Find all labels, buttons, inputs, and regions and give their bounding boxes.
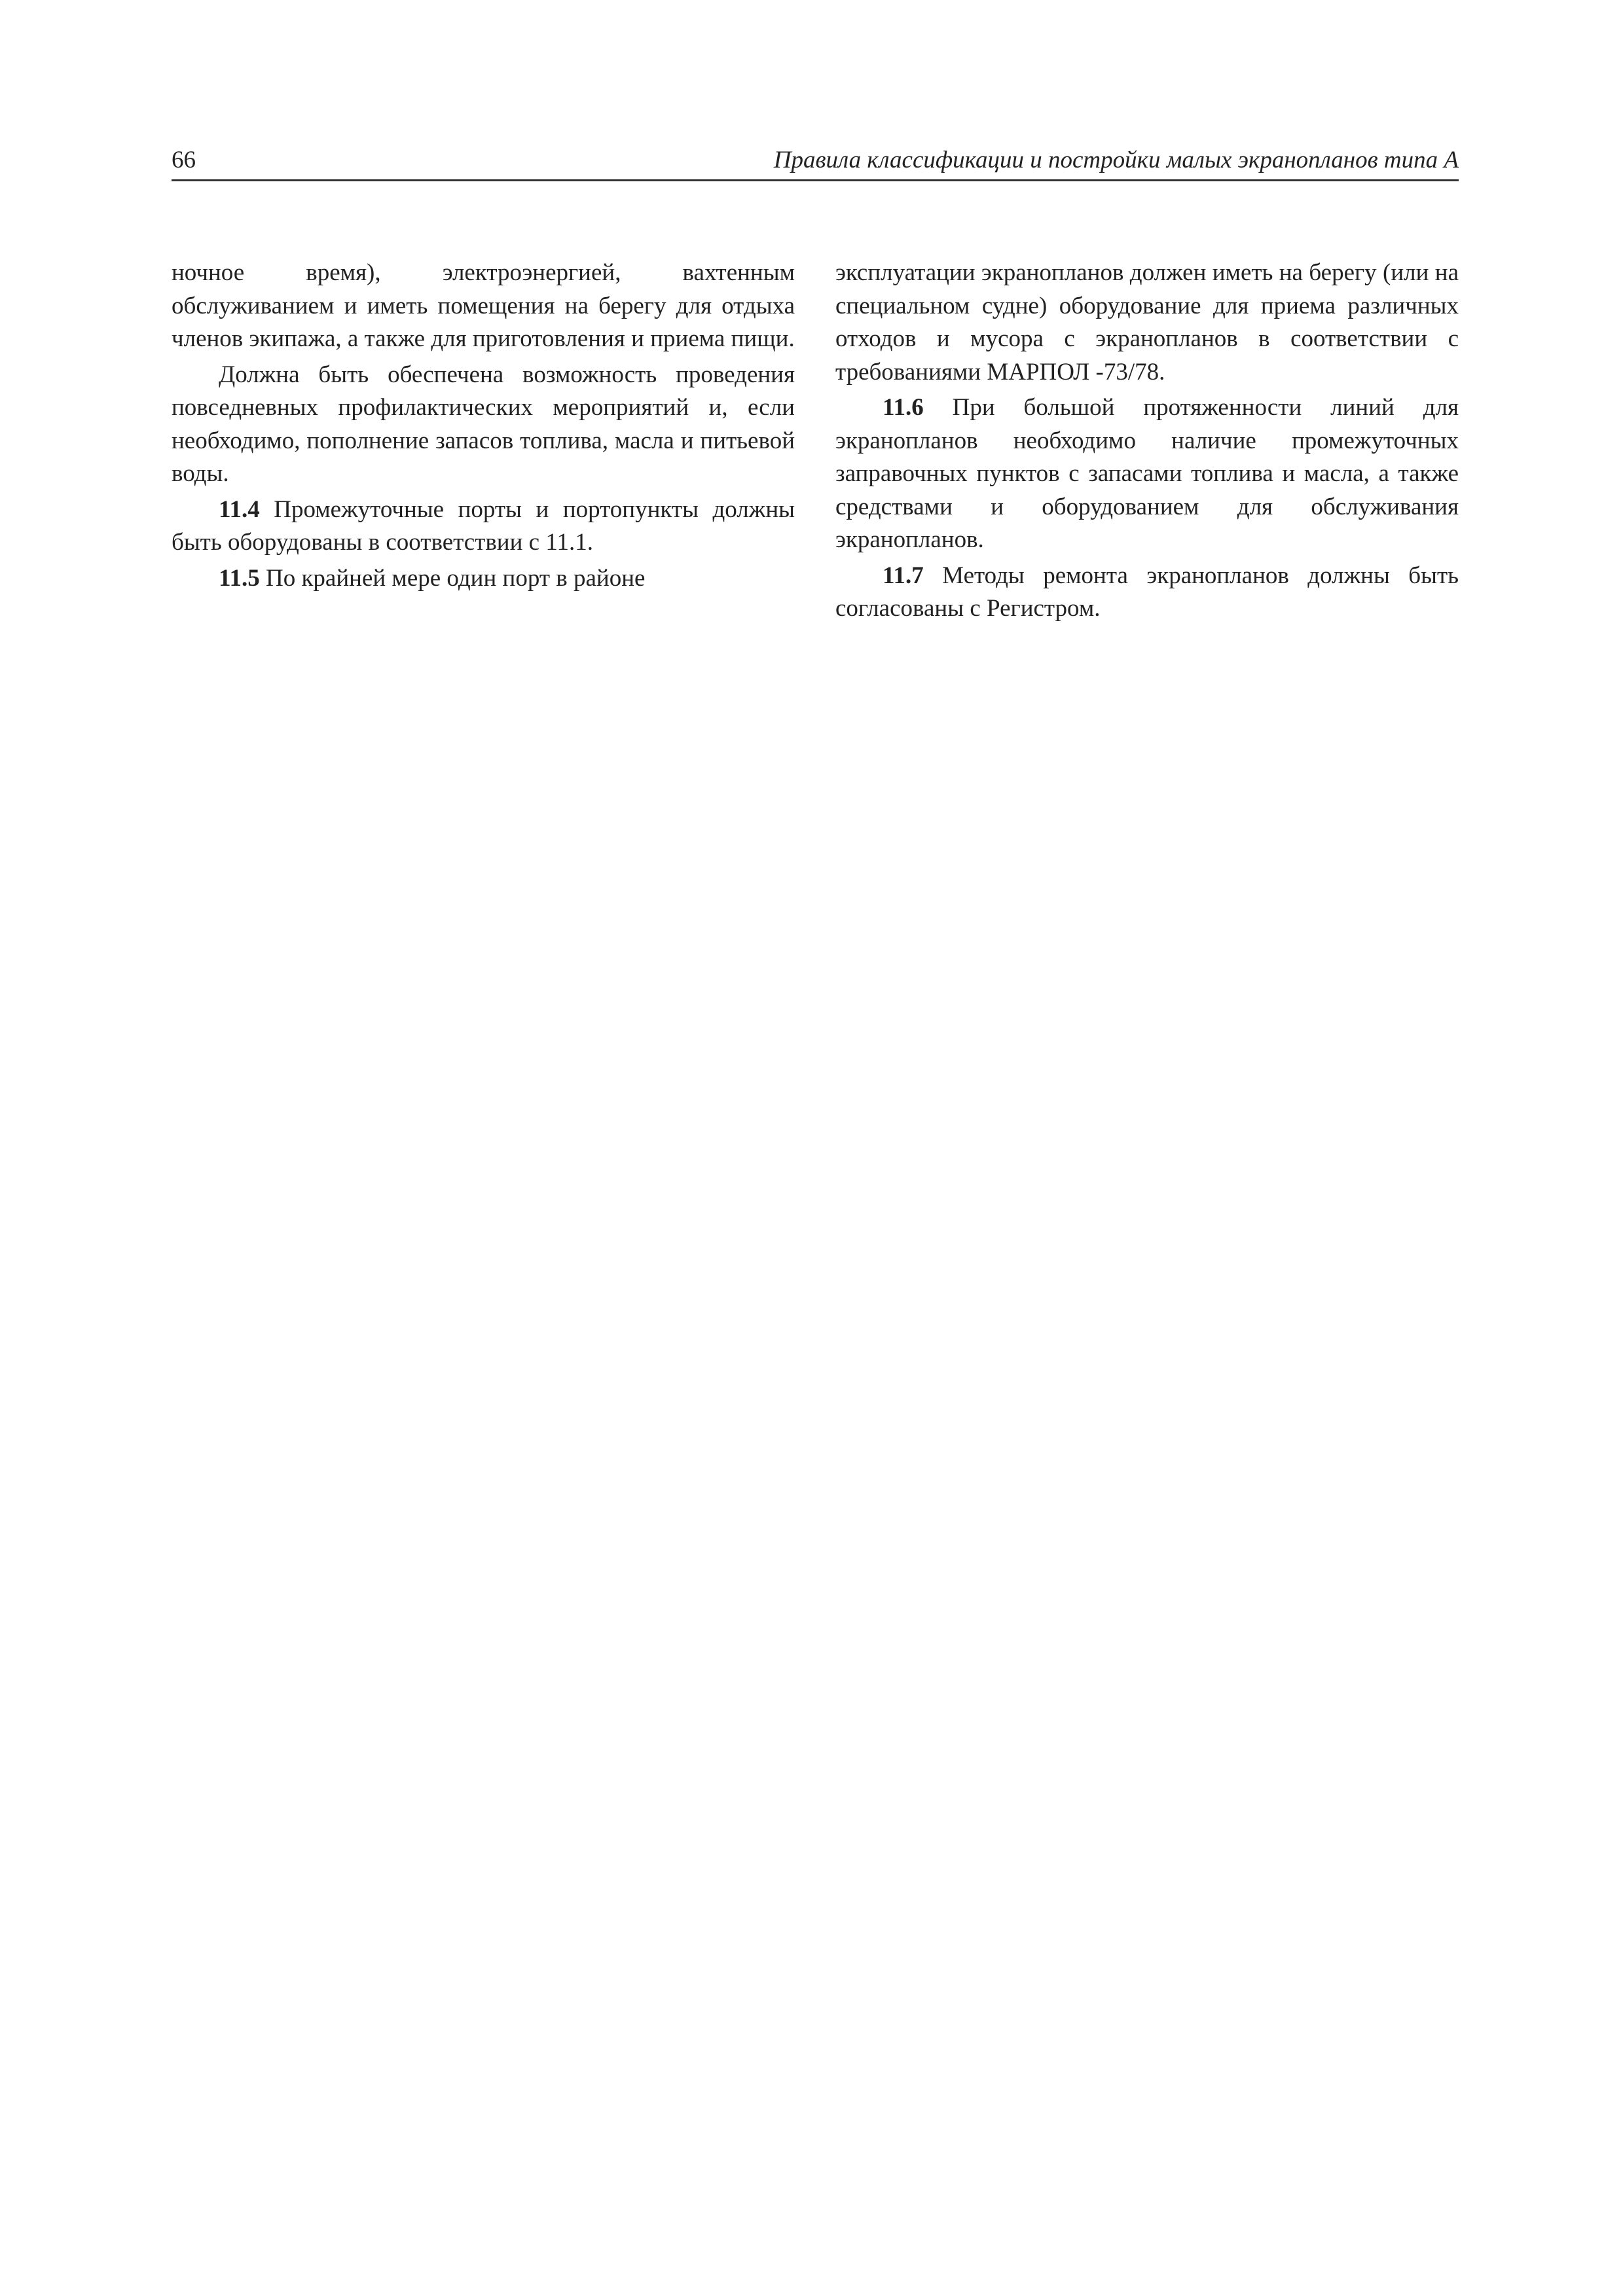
page-number: 66 xyxy=(172,147,196,173)
right-column xyxy=(835,257,1459,626)
paragraph-11-5 xyxy=(172,562,795,596)
clause-text: Промежуточные порты и портопункты должны быть оборудованы в соответствии с 11.1. xyxy=(172,495,795,556)
clause-number: 11.6 xyxy=(883,394,924,421)
clause-text: Методы ремонта экранопланов должны быть согласованы с Регистром. xyxy=(835,562,1459,622)
clause-number: 11.5 xyxy=(219,564,260,592)
paragraph-11-4 xyxy=(172,493,795,560)
paragraph-11-6 xyxy=(835,391,1459,557)
paragraph-maintenance: Должна быть обеспечена возможность проведения повседневных профилактических мероприятий и, если необходимо, пополнение запасов топлива, масла и питьевой воды. xyxy=(172,361,795,487)
paragraph-11-5-continued: эксплуатации экранопланов должен иметь на берегу (или на специальном судне) оборудование для приема различных отходов и мусора с экранопланов в соответствии с требованиями МАРПОЛ -73/78. xyxy=(835,259,1459,386)
clause-text: По крайней мере один порт в районе xyxy=(259,564,646,592)
clause-number: 11.4 xyxy=(219,495,260,523)
clause-number: 11.7 xyxy=(883,562,924,589)
paragraph-11-7 xyxy=(835,560,1459,626)
left-column xyxy=(172,257,795,595)
paragraph-continued: ночное время), электроэнергией, вахтенным обслуживанием и иметь помещения на берегу для отдыха членов экипажа, а также для приготовления и приема пищи. xyxy=(172,259,795,352)
running-title: Правила классификации и постройки малых экранопланов типа А xyxy=(773,147,1459,173)
page-header xyxy=(172,145,1459,181)
clause-text: При большой протяженности линий для экранопланов необходимо наличие промежуточных заправочных пунктов с запасами топлива и масла, а также средствами и оборудованием для обслуживания экранопланов. xyxy=(835,394,1459,553)
